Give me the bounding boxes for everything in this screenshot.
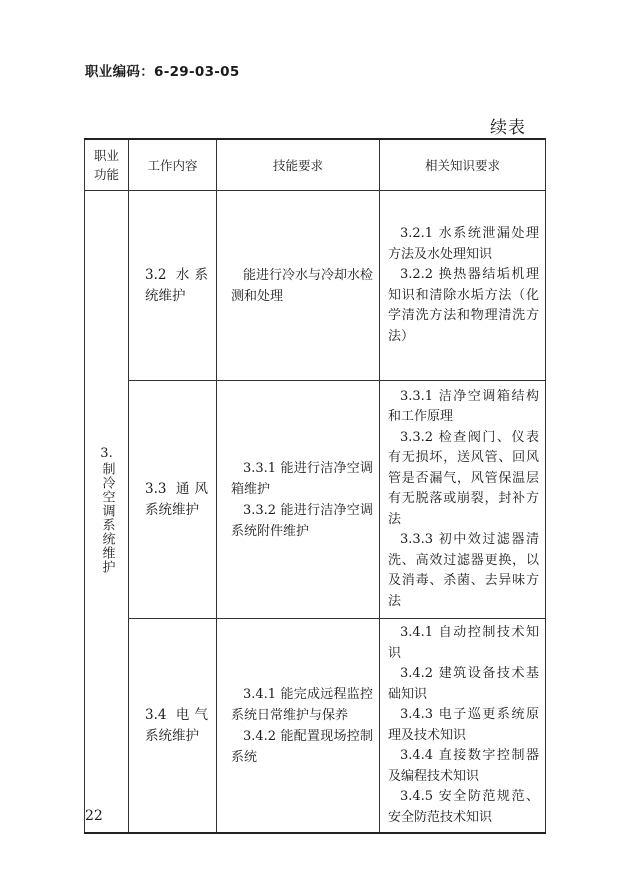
header-work: 工作内容 (129, 139, 217, 191)
knowledge-item: 3.4.1 自动控制技术知识 (388, 625, 539, 661)
knowledge-item: 3.4.3 电子巡更系统原理及技术知识 (388, 707, 539, 743)
table-row (85, 381, 546, 619)
knowledge-item: 3.3.2 检查阀门、仪表有无损坏，送风管、回风管是否漏气，风管保温层有无脱落或崩裂，封补方法 (388, 429, 539, 527)
table-header-row (85, 139, 546, 191)
knowledge-requirements (380, 191, 546, 381)
knowledge-requirements (380, 619, 546, 834)
continued-label: 续表 (490, 118, 526, 138)
function-cell (85, 191, 129, 834)
skill-item: 能进行冷水与冷却水检测和处理 (231, 267, 374, 304)
header-skills: 技能要求 (217, 139, 380, 191)
table-row (85, 619, 546, 834)
work-content: 3.2 水系统维护 (129, 191, 217, 381)
work-content: 3.4 电气系统维护 (129, 619, 217, 834)
table-row (85, 191, 546, 381)
knowledge-item: 3.3.3 初中效过滤器清洗、高效过滤器更换，以及消毒、杀菌、去异味方法 (388, 532, 539, 609)
knowledge-item: 3.2.2 换热器结垢机理知识和清除水垢方法（化学清洗方法和物理清洗方法） (388, 267, 539, 344)
skill-item: 3.4.1 能完成远程监控系统日常维护与保养 (231, 686, 373, 723)
knowledge-requirements (380, 381, 546, 619)
knowledge-item: 3.4.4 直接数字控制器及编程技术知识 (388, 748, 539, 784)
job-code: 职业编码：6-29-03-05 (85, 64, 240, 80)
work-content: 3.3 通风系统维护 (129, 381, 217, 619)
skill-requirements (217, 381, 380, 619)
knowledge-item: 3.2.1 水系统泄漏处理方法及水处理知识 (388, 226, 539, 262)
function-name: 制冷空调系统维护 (99, 461, 115, 574)
page-number: 22 (85, 808, 103, 824)
function-number: 3. (100, 445, 113, 461)
skill-item: 3.3.2 能进行洁净空调系统附件维护 (231, 502, 373, 539)
skill-item: 3.4.2 能配置现场控制系统 (231, 728, 373, 765)
skill-requirements (217, 619, 380, 834)
skill-requirements (217, 191, 380, 381)
header-function: 职业功能 (85, 139, 129, 191)
header-knowledge: 相关知识要求 (380, 139, 546, 191)
knowledge-item: 3.4.5 安全防范规范、安全防范技术知识 (388, 789, 539, 825)
skills-table (84, 138, 546, 834)
skill-item: 3.3.1 能进行洁净空调箱维护 (231, 460, 373, 497)
knowledge-item: 3.4.2 建筑设备技术基础知识 (388, 666, 539, 702)
knowledge-item: 3.3.1 洁净空调箱结构和工作原理 (388, 388, 539, 425)
